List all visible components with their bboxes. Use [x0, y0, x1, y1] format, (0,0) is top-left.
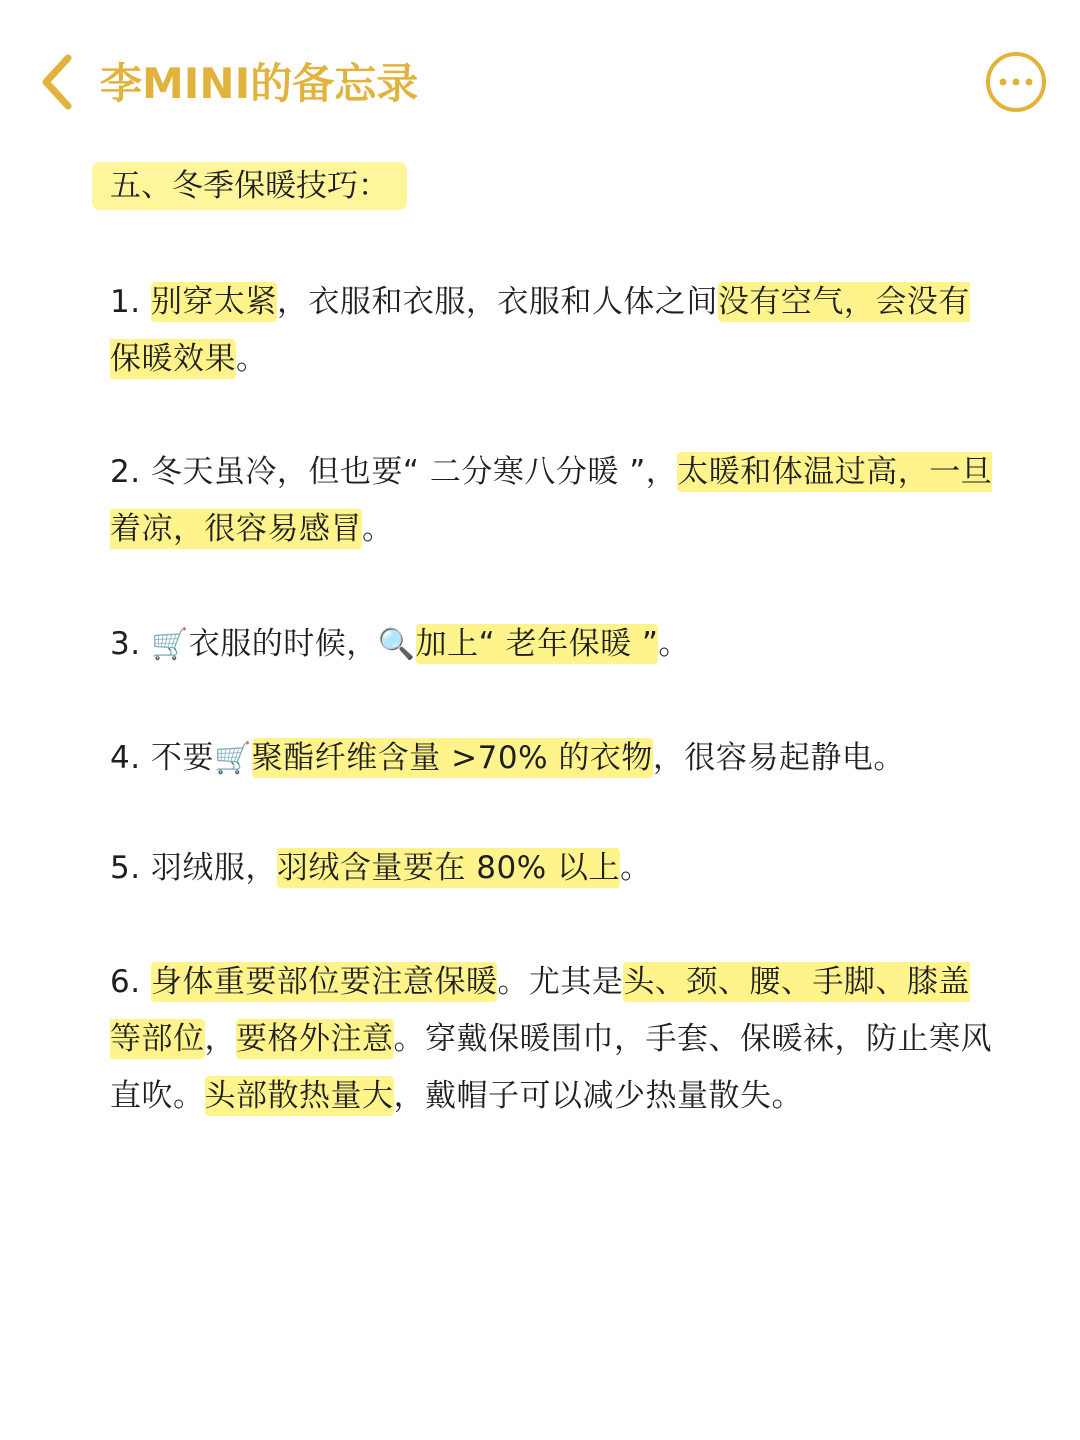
tip-3-text: 衣服的时候， — [188, 626, 378, 662]
tip-6-end: ，戴帽子可以减少热量散失。 — [393, 1078, 803, 1114]
tip-6-text-1: 。尤其是 — [497, 964, 624, 1000]
shopping-cart-icon: 🛒 — [213, 741, 252, 776]
more-dots-icon — [1000, 79, 1033, 86]
tip-5-end: 。 — [620, 850, 652, 886]
tip-1-text: ，衣服和衣服，衣服和人体之间 — [276, 284, 718, 320]
tip-2-end: 。 — [362, 511, 394, 547]
tip-6 — [110, 954, 1000, 1125]
tip-2-text: 2. 冬天虽冷，但也要“ 二分寒八分暖 ”， — [110, 454, 678, 490]
tip-6-text-2: ， — [204, 1021, 236, 1057]
tip-4 — [110, 730, 1000, 787]
tip-6-highlight-1: 身体重要部位要注意保暖 — [150, 964, 498, 1000]
tip-3 — [110, 616, 1000, 673]
page-title: 李MINI的备忘录 — [100, 59, 419, 108]
chevron-left-icon — [34, 52, 86, 112]
tip-4-highlight: 聚酯纤维含量 >70% 的衣物 — [251, 740, 653, 776]
tip-4-text: 4. 不要 — [110, 740, 214, 776]
tip-5-highlight: 羽绒含量要在 80% 以上 — [276, 850, 621, 886]
tip-2-highlight: 太暖和体温过高，一旦着凉，很容易感冒 — [110, 454, 993, 547]
tip-3-number: 3. — [110, 626, 151, 662]
tip-1-number: 1. — [110, 284, 151, 320]
tip-6-highlight-3: 要格外注意 — [236, 1021, 394, 1057]
tip-1 — [110, 274, 1000, 388]
magnifier-icon: 🔍 — [377, 627, 416, 662]
tip-5-text: 5. 羽绒服， — [110, 850, 277, 886]
tip-1-highlight-1: 别穿太紧 — [150, 284, 277, 320]
tip-5 — [110, 840, 1000, 897]
more-options-button[interactable] — [986, 52, 1046, 112]
tip-4-end: ，很容易起静电。 — [652, 740, 905, 776]
top-bar — [0, 40, 1080, 136]
tip-6-text-3: 。穿戴保暖围巾，手套、保暖袜，防止寒风直吹。 — [110, 1021, 992, 1114]
tip-3-highlight: 加上“ 老年保暖 ” — [415, 626, 659, 662]
tip-2 — [110, 444, 1000, 558]
section-title: 五、冬季保暖技巧： — [92, 162, 407, 210]
tip-6-number: 6. — [110, 964, 151, 1000]
tip-3-end: 。 — [658, 626, 690, 662]
tip-1-highlight-2: 没有空气，会没有保暖效果 — [110, 284, 970, 377]
tip-6-highlight-4: 头部散热量大 — [204, 1078, 394, 1114]
tip-6-highlight-2: 头、颈、腰、手脚、膝盖等部位 — [110, 964, 970, 1057]
back-button[interactable] — [34, 52, 86, 112]
shopping-cart-icon: 🛒 — [150, 627, 189, 662]
tip-1-end: 。 — [236, 341, 268, 377]
